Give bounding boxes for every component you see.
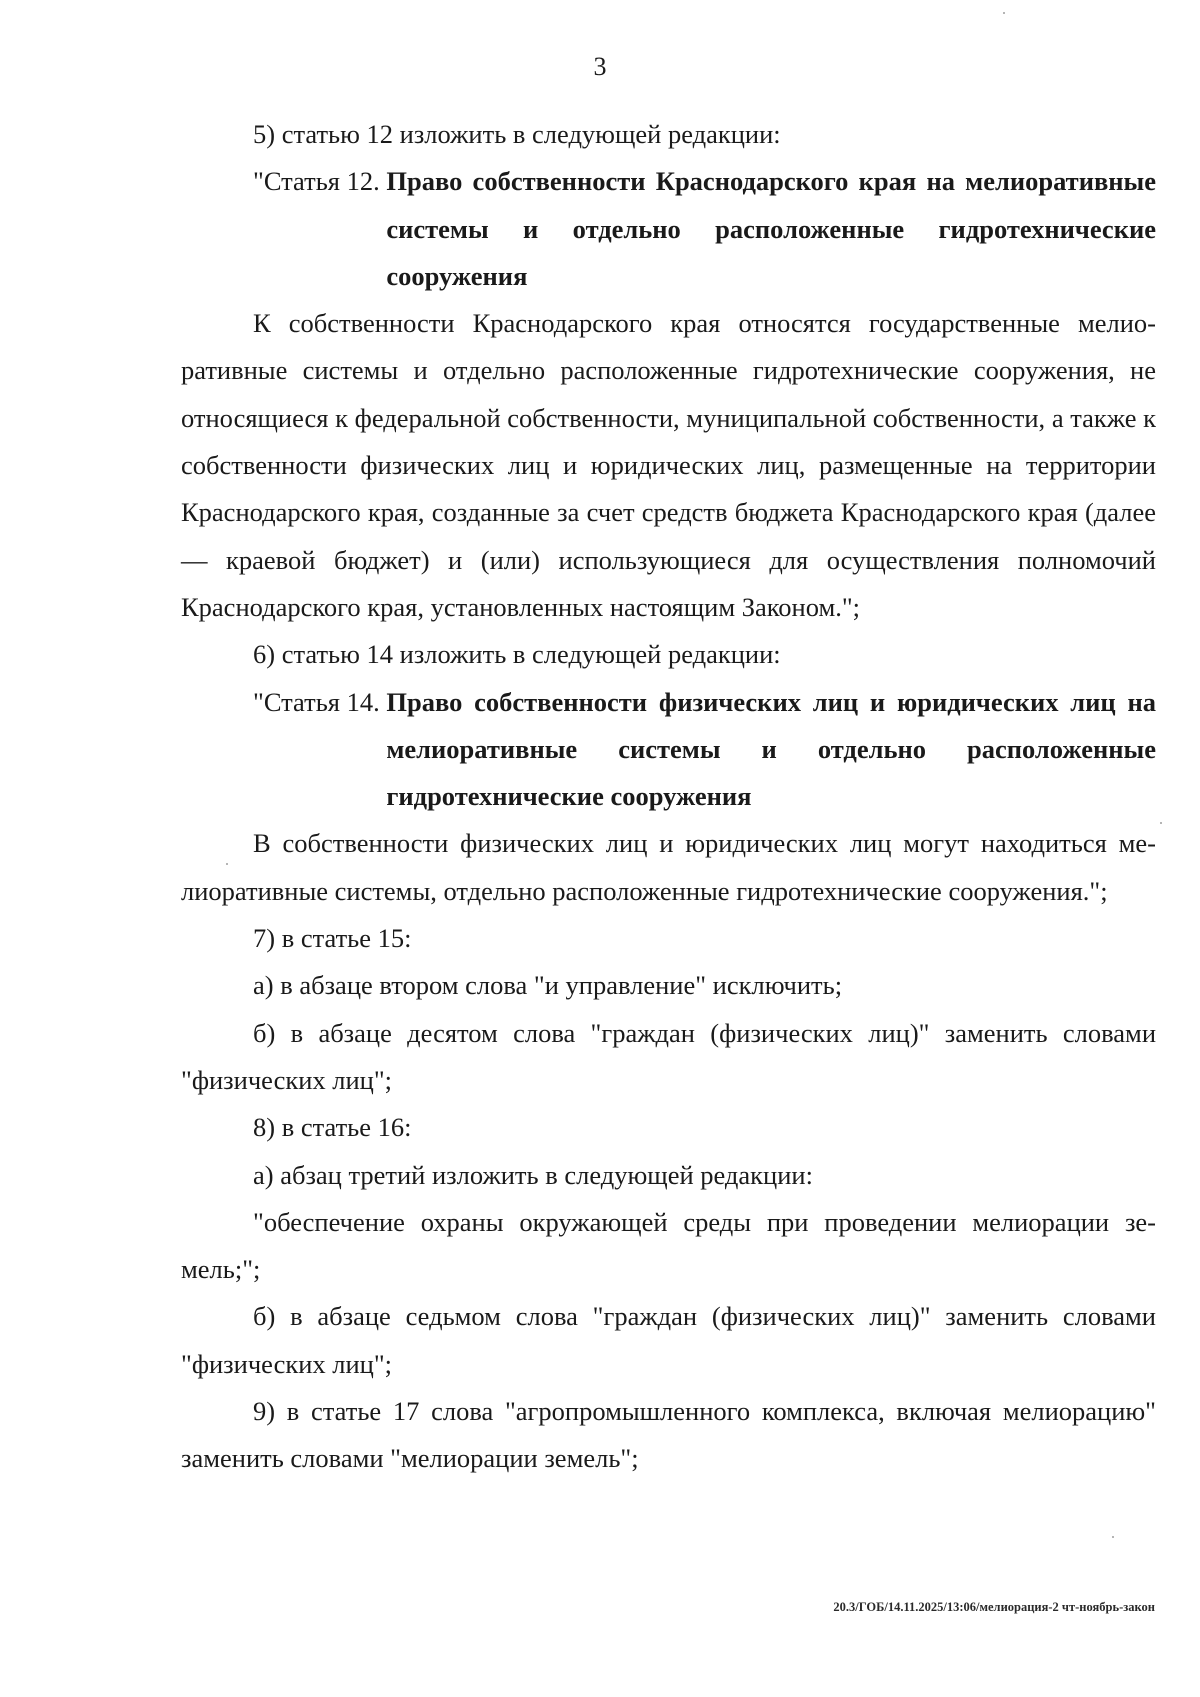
paragraph-item-8: 8) в статье 16: xyxy=(253,1112,412,1143)
paragraph-item-6: 6) статью 14 изложить в следующей редакции: xyxy=(253,639,781,670)
paragraph-item-7: 7) в статье 15: xyxy=(253,923,412,954)
document-body xyxy=(181,111,1156,1483)
paragraph-item-8b: б) в абзаце седьмом слова "граждан (физических лиц)" заменить словами "физических лиц"; xyxy=(181,1301,1156,1379)
paragraph-item-7a: а) в абзаце втором слова "и управление" исключить; xyxy=(253,970,843,1001)
article-12-title: Право собственности Краснодарского края на мелиоративные системы и отдельно расположенные гидротехнические сооружения xyxy=(386,166,1156,291)
paragraph-item-8a: а) абзац третий изложить в следующей редакции: xyxy=(253,1159,813,1190)
paragraph-item-8a-text: "обеспечение охраны окружающей среды при проведении мелиорации земель;"; xyxy=(181,1206,1156,1285)
scan-speck xyxy=(1112,1536,1114,1538)
article-14-prefix: "Статья 14. xyxy=(253,686,387,717)
document-footer-reference: 20.3/ГОБ/14.11.2025/13:06/мелиорация-2 чт-ноябрь-закон xyxy=(833,1600,1155,1614)
article-14-title: Право собственности физических лиц и юридических лиц на мелиоративные системы и отдельно расположенные гидротехнические сооружения xyxy=(386,686,1156,812)
scan-speck xyxy=(1160,822,1162,824)
page-number: 3 xyxy=(593,52,607,81)
paragraph-item-5: 5) статью 12 изложить в следующей редакции: xyxy=(253,119,781,149)
paragraph-item-9: 9) в статье 17 слова "агропромышленного комплекса, включая мелиорацию" заменить словами "мелиорации земель"; xyxy=(181,1396,1156,1474)
article-12-prefix: "Статья 12. xyxy=(253,166,387,197)
article-14-body: В собственности физических лиц и юридических лиц могут находиться мелиоративные системы, отдельно расположенные гидротехнические сооружения."; xyxy=(181,828,1156,906)
scan-speck xyxy=(1003,12,1005,14)
paragraph-item-7b: б) в абзаце десятом слова "граждан (физических лиц)" заменить словами "физических лиц"; xyxy=(181,1017,1156,1095)
article-12-heading xyxy=(181,158,1156,300)
article-14-heading xyxy=(181,679,1156,821)
scan-speck xyxy=(226,863,228,865)
article-12-body: К собственности Краснодарского края относятся государственные мелиоративные системы и отдельно расположенные гидротехнические сооружения, не относящиеся к федеральной собственности, муниципальной собственности, а также к собственности физических лиц и юридических лиц, размещенные на территории Краснодарского края, созданные за счет средств бюджета Краснодарского края (далее — краевой бюджет) и (или) использующиеся для осуществления полномочий Краснодарского края, установленных настоящим Законом."; xyxy=(181,308,1156,622)
